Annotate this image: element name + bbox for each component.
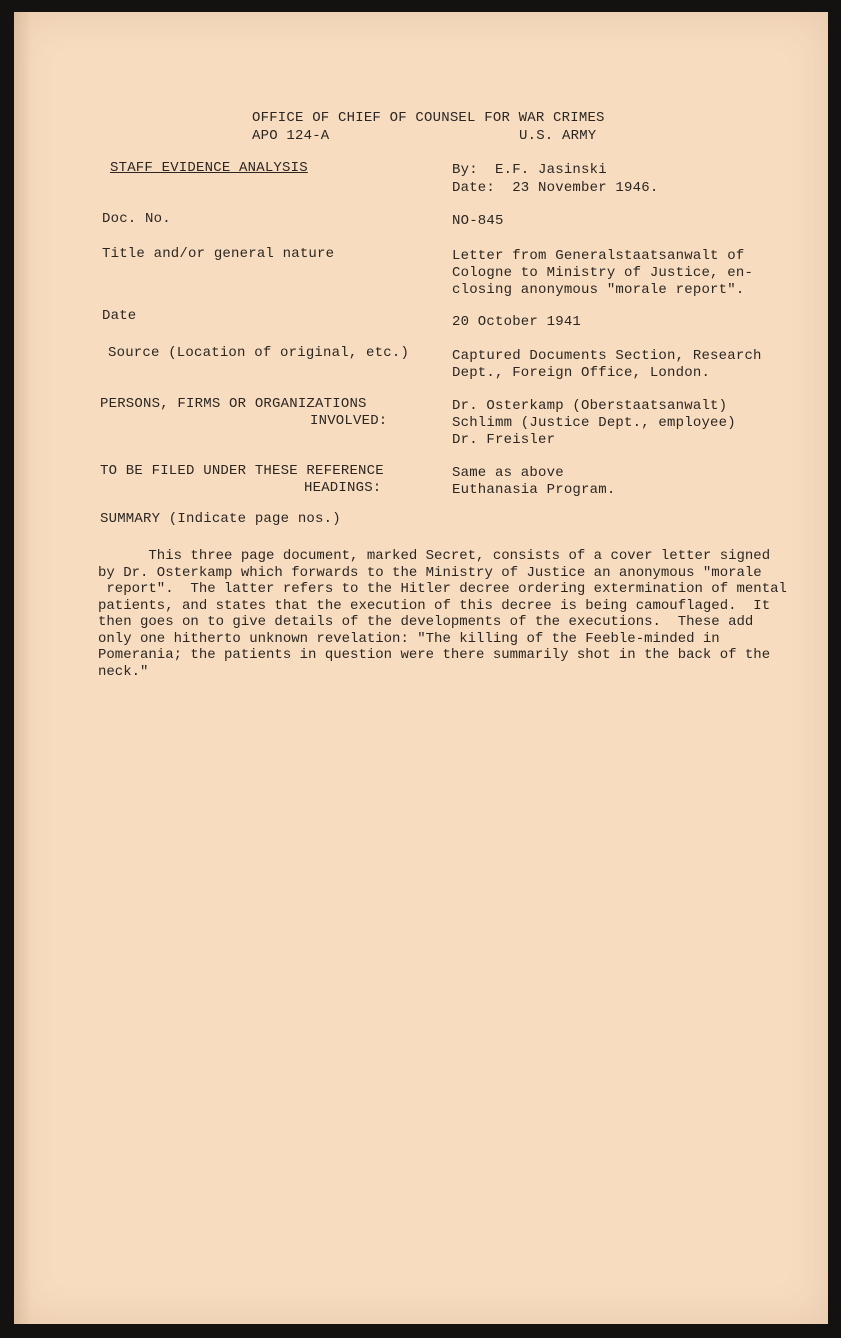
page-left-shadow <box>14 12 32 1324</box>
summary-line: only one hitherto unknown revelation: "The killing of the Feeble-minded in <box>98 630 720 647</box>
date-value: 20 October 1941 <box>452 314 582 330</box>
source-value-line: Captured Documents Section, Research <box>452 348 762 364</box>
source-label: Source (Location of original, etc.) <box>108 345 410 361</box>
analysis-date: Date: 23 November 1946. <box>452 180 659 196</box>
summary-line: This three page document, marked Secret, consists of a cover letter signed <box>98 548 771 564</box>
army-heading: U.S. ARMY <box>519 128 597 144</box>
persons-label-line: PERSONS, FIRMS OR ORGANIZATIONS <box>100 396 367 412</box>
filed-value-line: Euthanasia Program. <box>452 482 616 498</box>
doc-no-label: Doc. No. <box>102 211 171 227</box>
title-value-line: closing anonymous "morale report". <box>452 282 745 298</box>
title-label: Title and/or general nature <box>102 246 335 262</box>
title-value-line: Letter from Generalstaatsanwalt of <box>452 248 745 264</box>
apo-number: APO 124-A <box>252 128 330 144</box>
persons-value-line: Dr. Osterkamp (Oberstaatsanwalt) <box>452 398 728 414</box>
summary-line: Pomerania; the patients in question were there summarily shot in the back of the <box>98 647 771 663</box>
office-heading: OFFICE OF CHIEF OF COUNSEL FOR WAR CRIMES <box>252 110 605 126</box>
filed-label-line: HEADINGS: <box>304 480 382 496</box>
summary-line: neck." <box>98 663 149 680</box>
date-label: Date <box>102 308 137 324</box>
persons-value-line: Dr. Freisler <box>452 432 556 448</box>
source-value-line: Dept., Foreign Office, London. <box>452 365 711 381</box>
title-value-line: Cologne to Ministry of Justice, en- <box>452 265 754 281</box>
summary-line: by Dr. Osterkamp which forwards to the Ministry of Justice an anonymous "morale <box>98 564 762 581</box>
persons-value-line: Schlimm (Justice Dept., employee) <box>452 415 736 431</box>
persons-label-line: INVOLVED: <box>310 413 388 429</box>
summary-label: SUMMARY (Indicate page nos.) <box>100 511 341 527</box>
summary-paragraph <box>98 548 787 680</box>
summary-line: then goes on to give details of the developments of the executions. These add <box>98 614 754 630</box>
summary-line: report". The latter refers to the Hitler decree ordering extermination of mental <box>98 581 787 597</box>
analysis-title: STAFF EVIDENCE ANALYSIS <box>110 160 308 176</box>
doc-no-value: NO-845 <box>452 213 504 229</box>
analyst-name: By: E.F. Jasinski <box>452 162 607 178</box>
filed-value-line: Same as above <box>452 465 564 481</box>
summary-line: patients, and states that the execution of this decree is being camouflaged. It <box>98 597 771 614</box>
filed-label-line: TO BE FILED UNDER THESE REFERENCE <box>100 463 384 479</box>
